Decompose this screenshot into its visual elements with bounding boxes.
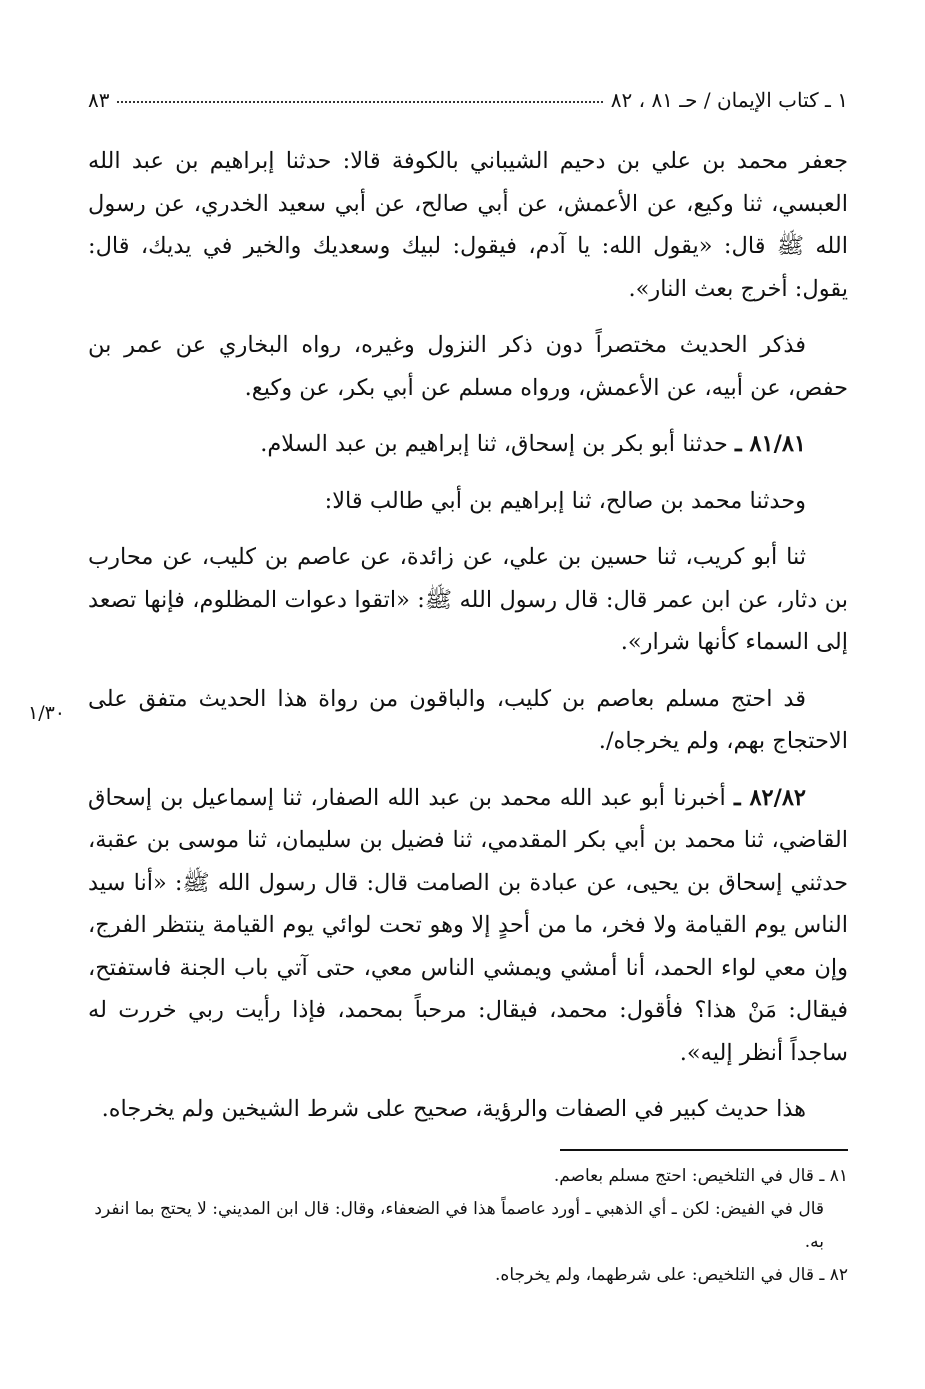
- paragraph: [88, 480, 848, 523]
- footnote: ٨١ ـ قال في التلخيص: احتج مسلم بعاصم.: [553, 1166, 848, 1186]
- paragraph-text: أخبرنا أبو عبد الله محمد بن عبد الله الصفار، ثنا إسماعيل بن إسحاق القاضي، ثنا محمد بن أبي بكر المقدمي، ثنا فضيل بن سليمان، ثنا موسى بن عقبة، حدثني إسحاق بن يحيى، عن عبادة بن الصامت قال: قال رسول الله ﷺ: «أنا سيد الناس يوم القيامة ولا فخر، ما من أحدٍ إلا وهو تحت لوائي يوم القيامة ينتظر الفرج، وإن معي لواء الحمد، أنا أمشي ويمشي الناس معي، حتى آتي باب الجنة فاستفتح، فيقال: مَنْ هذا؟ فأقول: محمد، فيقال: مرحباً بمحمد، فإذا رأيت ربي خررت له ساجداً أنظر إليه».: [88, 784, 848, 1066]
- page-number: ٨٣: [88, 88, 110, 112]
- header-title: ١ ـ كتاب الإيمان / حـ ٨١ ، ٨٢: [610, 88, 848, 112]
- paragraph-text: فذكر الحديث مختصراً دون ذكر النزول وغيره، رواه البخاري عن عمر بن حفص، عن أبيه، عن الأعمش، ورواه مسلم عن أبي بكر، عن وكيع.: [88, 332, 848, 401]
- hadith-entry-82: [88, 777, 848, 1075]
- paragraph-text: جعفر محمد بن علي بن دحيم الشيباني بالكوفة قالا: حدثنا إبراهيم بن عبد الله العبسي، ثنا وكيع، عن الأعمش، عن أبي صالح، عن أبي سعيد الخدري، عن رسول الله ﷺ قال: «يقول الله: يا آدم، فيقول: لبيك وسعديك والخير في يديك، قال: يقول: أخرج بعث النار».: [88, 148, 848, 302]
- running-header: [88, 88, 848, 122]
- paragraph-text: وحدثنا محمد بن صالح، ثنا إبراهيم بن أبي طالب قالا:: [324, 487, 806, 514]
- hadith-number: ٨٢/٨٢ ـ: [733, 784, 806, 811]
- manuscript-margin-note: ١/٣٠: [28, 702, 66, 724]
- footnote-separator: [560, 1149, 848, 1151]
- paragraph-text: ثنا أبو كريب، ثنا حسين بن علي، عن زائدة، عن عاصم بن كليب، عن محارب بن دثار، عن ابن عمر قال: قال رسول الله ﷺ: «اتقوا دعوات المظلوم، فإنها تصعد إلى السماء كأنها شرار».: [88, 544, 848, 655]
- hadith-entry-81: [88, 423, 848, 466]
- footnote: ٨٢ ـ قال في التلخيص: على شرطهما، ولم يخرجاه.: [495, 1265, 848, 1285]
- paragraph: [88, 536, 848, 664]
- paragraph-text: حدثنا أبو بكر بن إسحاق، ثنا إبراهيم بن عبد السلام.: [260, 431, 728, 457]
- paragraph: [88, 1088, 848, 1131]
- hadith-number: ٨١/٨١ ـ: [735, 431, 806, 457]
- paragraph: [88, 678, 848, 763]
- paragraph: [88, 324, 848, 409]
- main-text: [88, 140, 848, 1145]
- paragraph: [88, 140, 848, 310]
- header-dot-leader: [117, 101, 602, 103]
- paragraph-text: قد احتج مسلم بعاصم بن كليب، والباقون من رواة هذا الحديث متفق على الاحتجاج بهم، ولم يخرجاه/.: [88, 685, 848, 754]
- paragraph-text: هذا حديث كبير في الصفات والرؤية، صحيح على شرط الشيخين ولم يخرجاه.: [101, 1096, 806, 1122]
- footnotes: [88, 1160, 848, 1292]
- footnote: قال في الفيض: لكن ـ أي الذهبي ـ أورد عاصماً هذا في الضعفاء، وقال: قال ابن المديني: لا يحتج بما انفرد به.: [94, 1199, 824, 1252]
